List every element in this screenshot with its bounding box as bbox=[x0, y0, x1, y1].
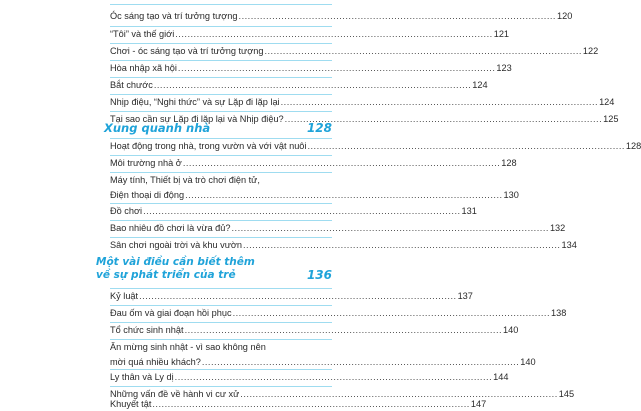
section-page-number: 136 bbox=[306, 268, 332, 282]
toc-entry[interactable]: Chơi - óc sáng tạo và trí tưởng tượng ........................................................................................................ 122 bbox=[110, 46, 599, 56]
toc-entry[interactable]: Sân chơi ngoài trời và khu vườn ........................................................................................................ 134 bbox=[110, 240, 577, 250]
toc-entry[interactable]: Kỷ luật ........................................................................................................ 137 bbox=[110, 291, 473, 301]
toc-entry[interactable]: Óc sáng tạo và trí tưởng tượng ........................................................................................................ 120 bbox=[110, 11, 573, 21]
toc-entry[interactable]: Môi trường nhà ở ........................................................................................................ 128 bbox=[110, 158, 517, 168]
toc-entry[interactable]: Đau ốm và giai đoạn hồi phục ........................................................................................................ 138 bbox=[110, 308, 567, 318]
toc-entry[interactable]: Tổ chức sinh nhật ........................................................................................................ 140 bbox=[110, 325, 519, 335]
toc-entry[interactable]: Bắt chước ........................................................................................................ 124 bbox=[110, 80, 488, 90]
toc-entry[interactable]: Tại sao cần sự Lặp đi lặp lại và Nhịp điệu? ........................................................................................................ 125 bbox=[110, 114, 619, 124]
section-heading: Xung quanh nhà bbox=[104, 121, 211, 135]
toc-entry[interactable]: Ly thân và Ly dị ........................................................................................................ 144 bbox=[110, 372, 509, 382]
section-heading-line2: về sự phát triển của trẻ bbox=[96, 269, 236, 281]
toc-entry[interactable]: Hoạt động trong nhà, trong vườn và với vật nuôi ........................................................................................................ 128 bbox=[110, 141, 641, 151]
section-page-number: 128 bbox=[306, 121, 332, 135]
toc-entry[interactable]: Máy tính, Thiết bị và trò chơi điện tử, Điện thoại di động ........................................................................................................ 130 bbox=[110, 175, 519, 200]
toc-entry[interactable]: “Tôi” và thế giới ........................................................................................................ 121 bbox=[110, 29, 510, 39]
toc-entry[interactable]: Những vấn đề về hành vi cư xử ........................................................................................................ 145 bbox=[110, 389, 575, 399]
toc-entry[interactable]: Đồ chơi ........................................................................................................ 131 bbox=[110, 206, 477, 216]
toc-entry[interactable]: Hòa nhập xã hội ........................................................................................................ 123 bbox=[110, 63, 512, 73]
toc-entry[interactable]: Nhịp điệu, “Nghi thức” và sự Lặp đi lặp lại ........................................................................................................ 124 bbox=[110, 97, 615, 107]
toc-entry[interactable]: Khuyết tật ........................................................................................................ 147 bbox=[110, 399, 487, 409]
toc-entry[interactable]: Bao nhiêu đồ chơi là vừa đủ? ........................................................................................................ 132 bbox=[110, 223, 566, 233]
section-heading-line1: Một vài điều cần biết thêm bbox=[96, 256, 255, 268]
toc-entry[interactable]: Ăn mừng sinh nhật - vì sao không nên mời quá nhiều khách? ........................................................................................................ 140 bbox=[110, 342, 536, 367]
